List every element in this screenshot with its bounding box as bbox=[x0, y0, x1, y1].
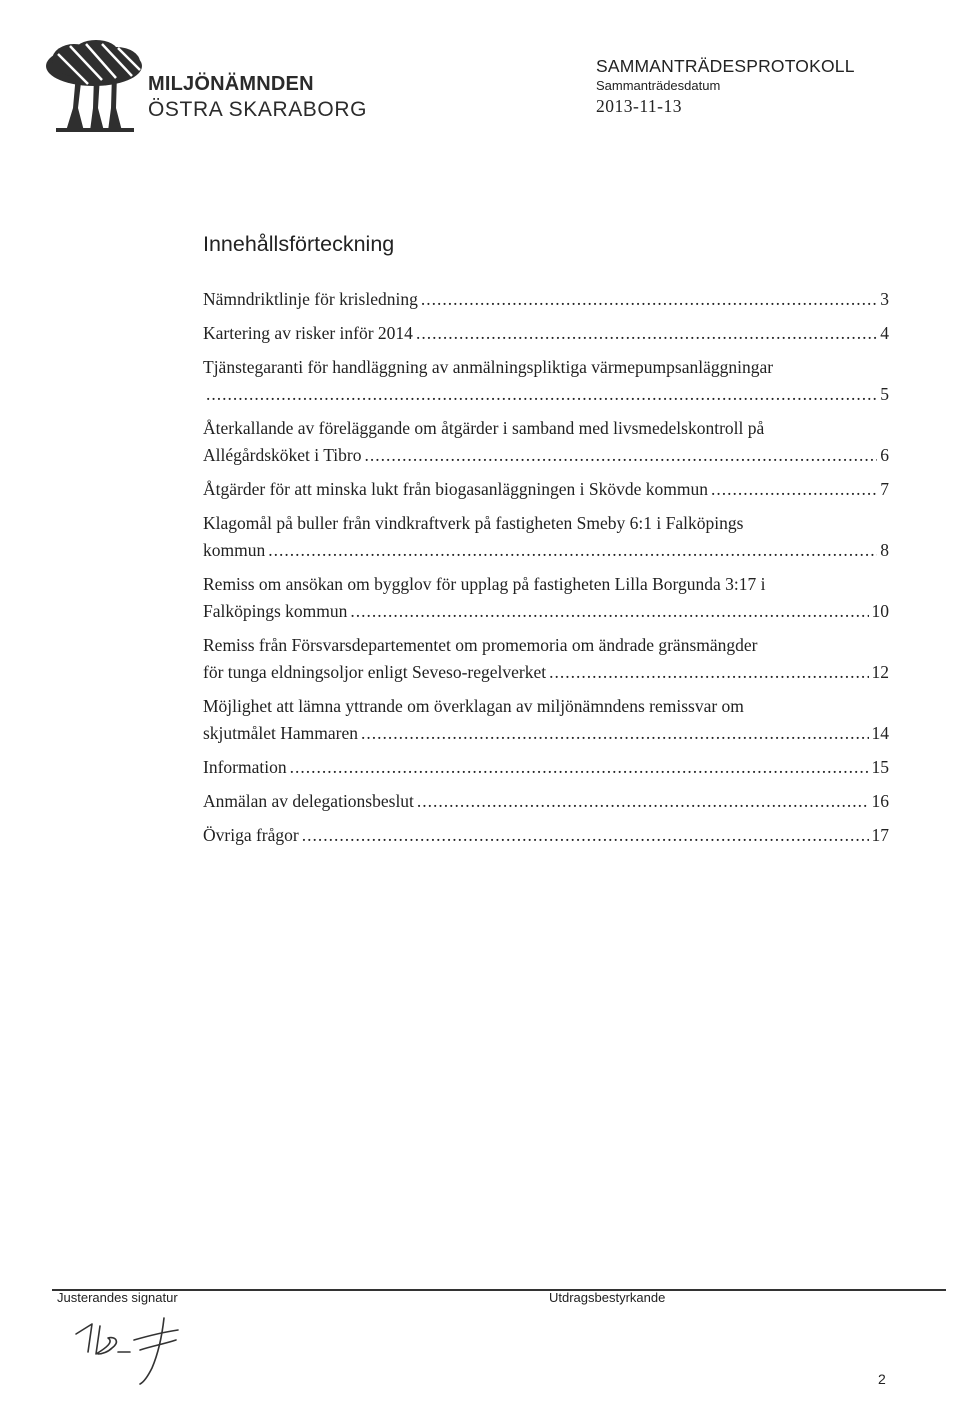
toc-page-number: 5 bbox=[880, 384, 889, 404]
toc-entry-line bbox=[203, 537, 889, 564]
toc-page-number: 16 bbox=[871, 791, 889, 811]
toc-entry-text: Möjlighet att lämna yttrande om överklagan av miljönämndens remissvar om bbox=[203, 696, 744, 716]
toc-entry bbox=[203, 476, 889, 503]
toc-entry-text: Åtgärder för att minska lukt från biogasanläggningen i Skövde kommun bbox=[203, 479, 708, 499]
toc-entry bbox=[203, 510, 889, 564]
toc-entry-text: Anmälan av delegationsbeslut bbox=[203, 791, 414, 811]
toc-entry-line bbox=[203, 720, 889, 747]
dot-leader bbox=[364, 442, 877, 469]
toc-entry bbox=[203, 822, 889, 849]
toc-entry-line bbox=[203, 754, 889, 781]
footer-divider bbox=[52, 1289, 946, 1291]
toc-title: Innehållsförteckning bbox=[203, 232, 395, 256]
toc-entry bbox=[203, 415, 889, 469]
toc-entry-line bbox=[203, 442, 889, 469]
toc-entry-text: Klagomål på buller från vindkraftverk på fastigheten Smeby 6:1 i Falköpings bbox=[203, 513, 744, 533]
toc-page-number: 8 bbox=[880, 540, 889, 560]
dot-leader bbox=[268, 537, 877, 564]
dot-leader bbox=[206, 381, 877, 408]
table-of-contents bbox=[203, 286, 889, 856]
toc-entry-text: Övriga frågor bbox=[203, 825, 299, 845]
dot-leader bbox=[711, 476, 877, 503]
toc-entry bbox=[203, 571, 889, 625]
toc-entry-text: Falköpings kommun bbox=[203, 601, 348, 621]
toc-page-number: 17 bbox=[871, 825, 889, 845]
toc-entry-text: Remiss om ansökan om bygglov för upplag på fastigheten Lilla Borgunda 3:17 i bbox=[203, 574, 766, 594]
page-number: 2 bbox=[878, 1371, 886, 1387]
toc-page-number: 14 bbox=[871, 723, 889, 743]
toc-entry bbox=[203, 693, 889, 747]
dot-leader bbox=[350, 598, 868, 625]
toc-entry-text: Nämndriktlinje för krisledning bbox=[203, 289, 418, 309]
toc-entry bbox=[203, 286, 889, 313]
toc-page-number: 10 bbox=[871, 601, 889, 621]
toc-entry-text: skjutmålet Hammaren bbox=[203, 723, 359, 743]
toc-entry-line bbox=[203, 598, 889, 625]
toc-page-number: 4 bbox=[880, 323, 889, 343]
handwritten-signature-icon bbox=[68, 1312, 218, 1387]
signature-label: Justerandes signatur bbox=[57, 1290, 178, 1305]
toc-entry-text: för tunga eldningsoljor enligt Seveso-regelverket bbox=[203, 662, 547, 682]
toc-entry-line bbox=[203, 659, 889, 686]
dot-leader bbox=[421, 286, 877, 313]
toc-entry-text: Kartering av risker inför 2014 bbox=[203, 323, 413, 343]
document-header bbox=[596, 56, 855, 117]
toc-entry bbox=[203, 354, 889, 408]
dot-leader bbox=[416, 320, 877, 347]
toc-entry-text: kommun bbox=[203, 540, 266, 560]
meeting-date: 2013-11-13 bbox=[596, 96, 683, 116]
dot-leader bbox=[549, 659, 868, 686]
toc-entry bbox=[203, 754, 889, 781]
toc-entry-line bbox=[203, 788, 889, 815]
certification-label: Utdragsbestyrkande bbox=[549, 1290, 666, 1305]
toc-entry-line bbox=[203, 286, 889, 313]
toc-entry-text: Tjänstegaranti för handläggning av anmälningspliktiga värmepumpsanläggningar bbox=[203, 357, 774, 377]
document-type: SAMMANTRÄDESPROTOKOLL bbox=[596, 56, 855, 76]
toc-entry-line bbox=[203, 381, 889, 408]
toc-entry-text: Allégårdsköket i Tibro bbox=[203, 445, 362, 465]
organization-name-line1: MILJÖNÄMNDEN bbox=[148, 73, 314, 95]
toc-entry-text: Information bbox=[203, 757, 287, 777]
dot-leader bbox=[290, 754, 869, 781]
toc-entry bbox=[203, 632, 889, 686]
toc-entry bbox=[203, 320, 889, 347]
toc-entry-line bbox=[203, 476, 889, 503]
organization-name-line2: ÖSTRA SKARABORG bbox=[148, 98, 368, 121]
toc-page-number: 15 bbox=[871, 757, 889, 777]
toc-page-number: 12 bbox=[871, 662, 889, 682]
dot-leader bbox=[361, 720, 868, 747]
organization-name bbox=[148, 74, 367, 120]
dot-leader bbox=[417, 788, 869, 815]
toc-page-number: 7 bbox=[880, 479, 889, 499]
meeting-date-label: Sammanträdesdatum bbox=[596, 78, 721, 93]
tree-logo-icon bbox=[36, 38, 148, 133]
toc-page-number: 3 bbox=[880, 289, 889, 309]
toc-entry-line bbox=[203, 822, 889, 849]
toc-entry-line bbox=[203, 320, 889, 347]
toc-entry-text: Återkallande av föreläggande om åtgärder i samband med livsmedelskontroll på bbox=[203, 418, 765, 438]
dot-leader bbox=[302, 822, 869, 849]
toc-page-number: 6 bbox=[880, 445, 889, 465]
toc-entry-text: Remiss från Försvarsdepartementet om promemoria om ändrade gränsmängder bbox=[203, 635, 758, 655]
toc-entry bbox=[203, 788, 889, 815]
